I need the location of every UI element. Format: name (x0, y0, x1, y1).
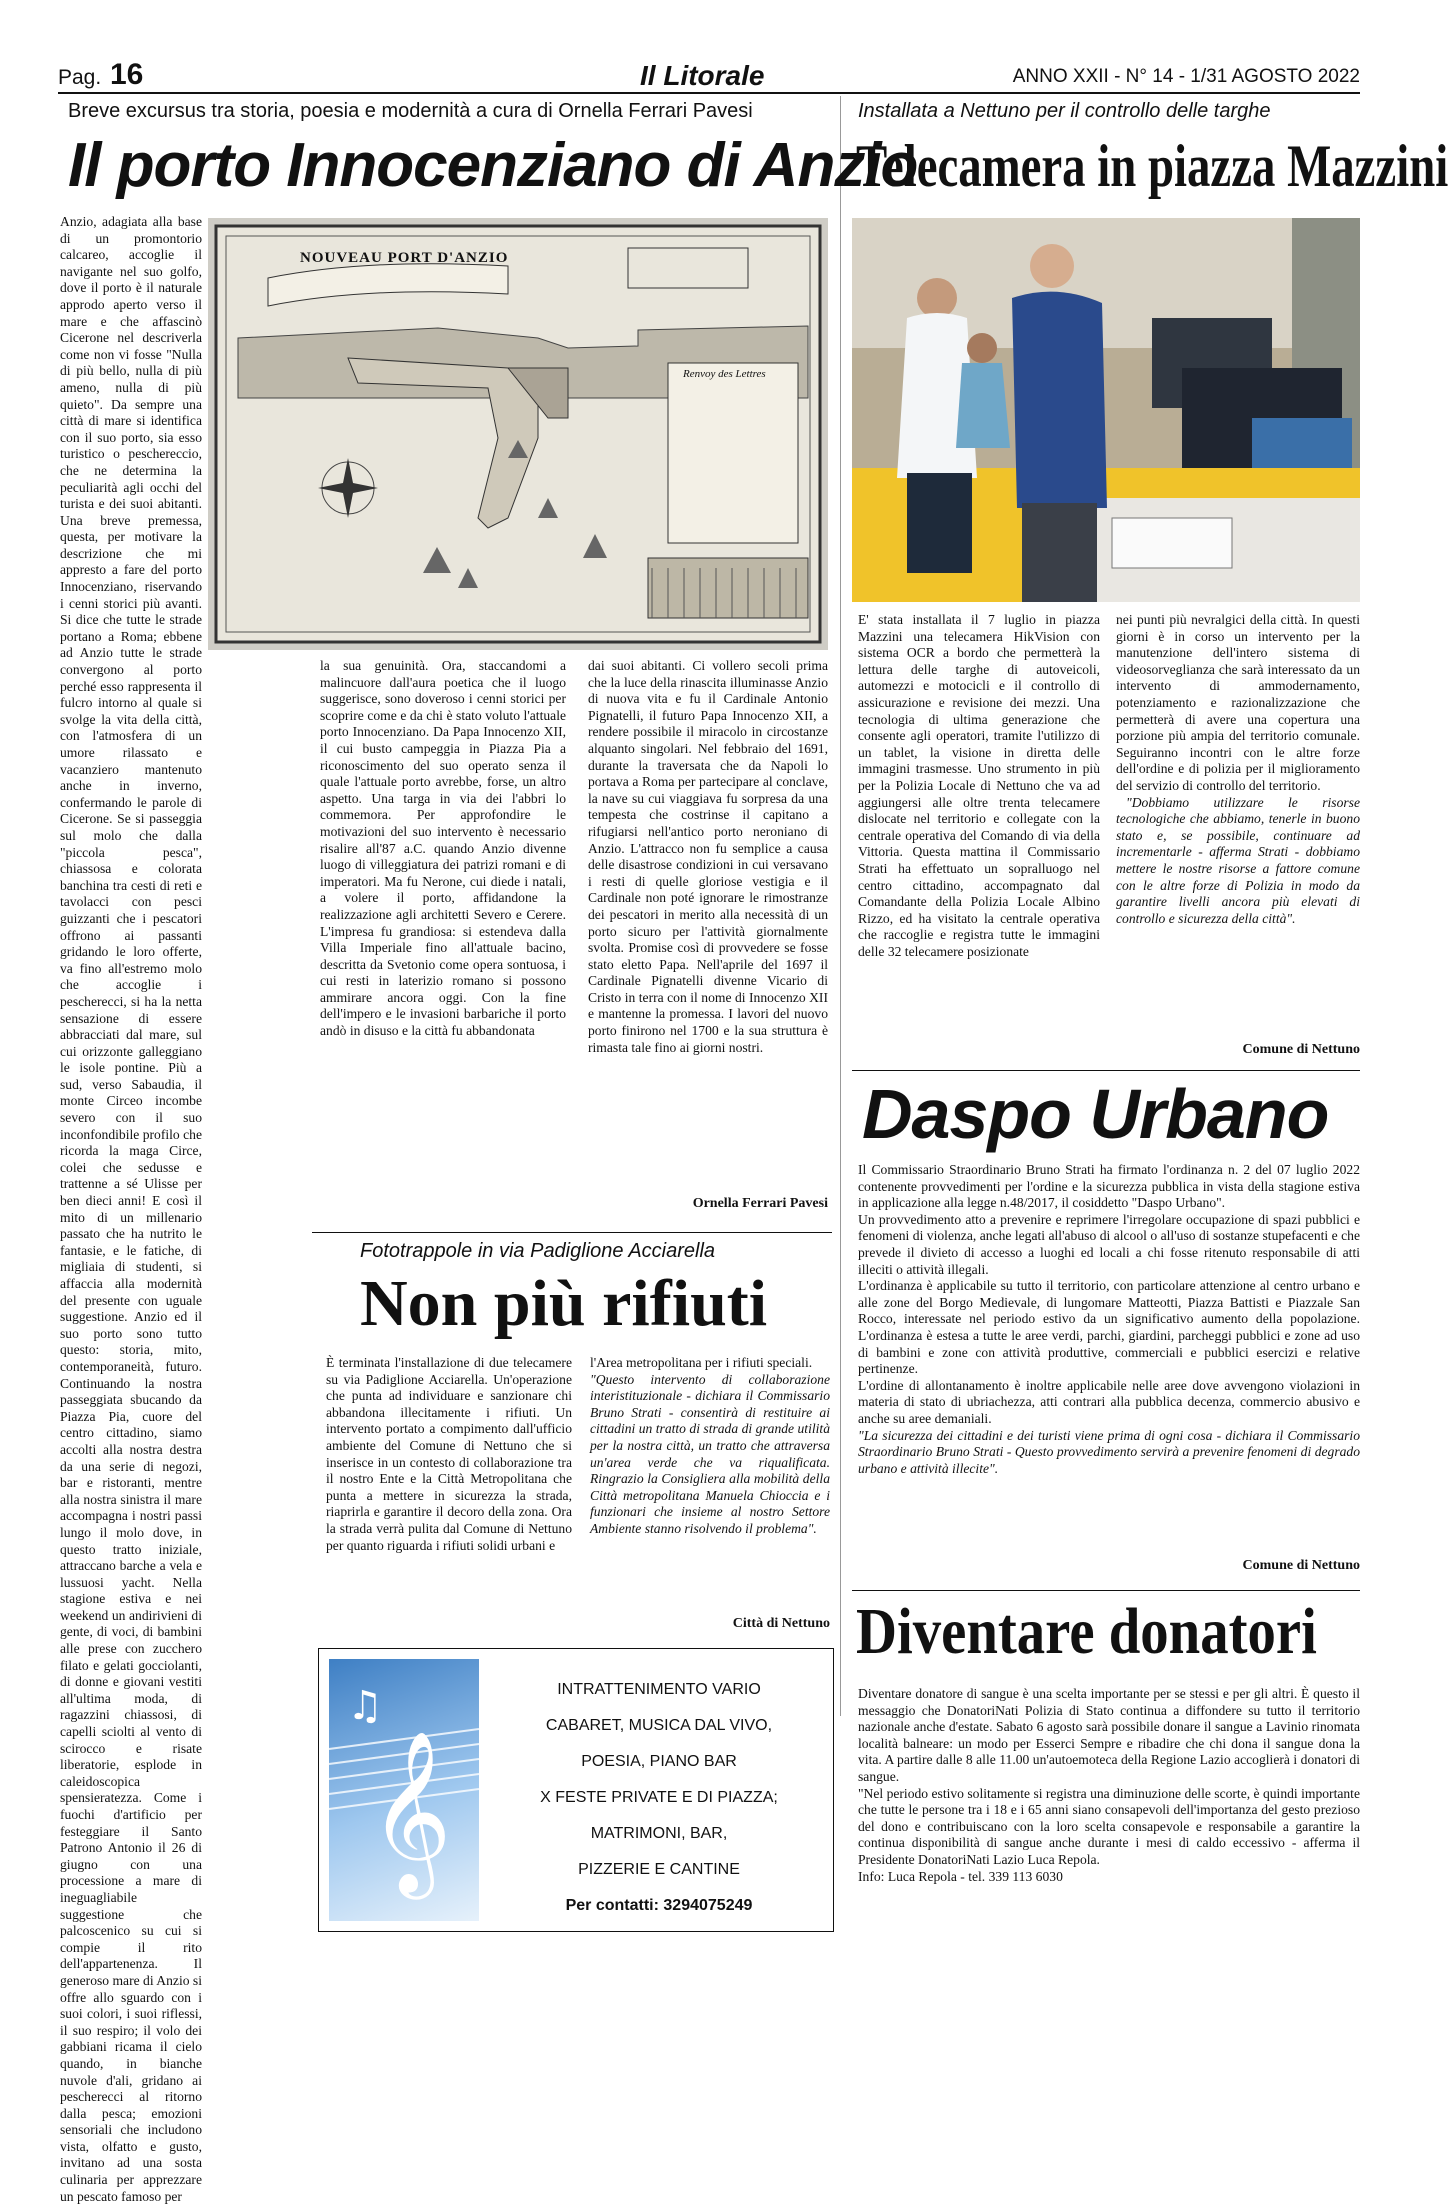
ad-box (318, 1648, 834, 1932)
ad-line-5: MATRIMONI, BAR, (590, 1825, 728, 1842)
telecamera-column-1: E' stata installata il 7 luglio in piazza Mazzini una telecamera HikVision con sistema OCR a bordo che permetterà la lettura delle targhe di autoveicoli, automezzi e motocicli e il controllo di assicurazione e revisione dei mezzi. Una tecnologia di ultima generazione che consente agli operatori, tramite l'utilizzo di un tablet, la visione in diretta delle immagini trasmesse. Uno strumento in più per la Polizia Locale di Nettuno che va ad aggiungersi alle oltre trenta telecamere dislocate nel territorio e collegate con la centrale operativa del Comando di via della Vittoria. Questa mattina il Commissario Strati ha effettuato un sopralluogo nel centro cittadino, accompagnato dal Comandante della Polizia Locale Albino Rizzo, ed ha visitato la centrale operativa che raccoglie e registra tutte le immagini delle 32 telecamere posizionate (858, 612, 1100, 959)
rifiuti-signature: Città di Nettuno (732, 1616, 830, 1631)
donatori-rule (852, 1590, 1360, 1591)
telecamera-title: Telecamera in piazza Mazzini (856, 133, 1448, 199)
page-label: Pag. (58, 66, 102, 89)
column-divider (840, 96, 841, 1716)
porto-column-1: Anzio, adagiata alla base di un promontorio calcareo, accoglie il navigante nel suo golfo, dove il porto è il naturale approdo aperto verso il mare e che affascinò Cicerone nel descriverla come non vi fosse "Nulla di più bello, nulla di più ameno, nulla di più quieto". Da sempre una città di mare si identifica con il suo porto, sia esso turistico o peschereccio, che ne determina la peculiarità agli occhi del turista e dei suoi abitanti. Una breve premessa, questa, per motivare la descrizione che mi appresto a fare del porto Innocenziano, riservando i cenni storici più avanti. Si dice che tutte le strade portano a Roma; ebbene ad Anzio tutte le strade convergono al porto perché esso rappresenta il fulcro intorno al quale si svolge la vita della città, con l'atmosfera di un umore rilassato e vacanziero mantenuto anche in inverno, confermando le parole di Cicerone. Se si passeggia sul molo che dalla "piccola pesca", chiassosa e colorata banchina tra cesti di reti e tavolacci con pesci guizzanti che i pescatori offrono ai passanti gridando le loro offerte, va fino all'estremo molo che accoglie i pescherecci, si ha la netta sensazione di essere abbracciati dal mare, sul cui orizzonte galleggiano le isole pontine. Più a sud, verso Sabaudia, il monte Circeo incombe severo con il suo inconfondibile profilo che ricorda la maga Circe, colei che sedusse e trattenne a sé Ulisse per ben dieci anni! E così il mito di un millenario passato che ha nutrito le fantasie, e le fatiche, di migliaia di studenti, si affaccia alla modernità del presente con uguale suggestione. Anzio ed il suo porto sono tutto questo: storia, mito, contemporaneità, futuro. Continuando la nostra passeggiata sbucando da Piazza Pia, cuore del centro cittadino, siamo accolti alla nostra destra da una serie di negozi, bar e ristoranti, mentre alla nostra sinistra il mare accompagna i nostri passi lungo il molo dove, in questo tratto iniziale, attraccano barche a vela e lussuosi yacht. Nella stagione estiva e nei weekend un andirivieni di gente, di voci, di bambini alle prese con zucchero filato e gelati gocciolanti, di donne e giovani vestiti all'ultima moda, di ragazzini chiassosi, di capelli sciolti al vento di scirocco e risate liberatorie, esplode in caleidoscopica spensieratezza. Come i fuochi d'artificio per festeggiare il Santo Patrono Antonio il 26 di giugno con una processione a mare di ineguagliabile suggestione che palcoscenico su cui si compie il rito dell'appartenenza. Il generoso mare di Anzio si offre allo sguardo con i suoi colori, i suoi riflessi, il suo respiro; il volo dei gabbiani ricama il cielo quando, in bianche nuvole d'ali, gridano ai pescherecci al ritorno dalla pesca; emozioni sensoriali che includono vista, olfatto e gusto, invitano ad una sosta culinaria per apprezzare un pescato famoso per (60, 214, 202, 2204)
donatori-title: Diventare donatori (856, 1595, 1317, 1668)
rifiuti-box-border-top (312, 1232, 832, 1233)
svg-text:𝄞: 𝄞 (369, 1730, 452, 1893)
donatori-body: Diventare donatore di sangue è una scelta importante per se stessi e per gli altri. È questo il messaggio che DonatoriNati Polizia di Stato continua a diffondere su tutto il territorio nazionale anche d'estate. Sabato 6 agosto sarà possibile donare il sangue a Lavinio rinomata località balneare: un modo per Esserci Sempre e ribadire che chi dona il sangue dona la vita. A partire dalle 8 alle 11.00 un'autoemoteca della Regione Lazio accoglierà i donatori di sangue. "Nel periodo estivo solitamente si registra una diminuzione delle scorte, è quindi importante che tutte le persone tra i 18 e i 65 anni siano consapevoli dell'importanza del gesto prezioso del dono e contribuiscano con la loro scelta consapevole e responsabile a garantire la continua disponibilità di sangue anche durante i mesi di caldo eccessivo - afferma il Presidente DonatoriNati Lazio Luca Repola. Info: Luca Repola - tel. 339 113 6030 (858, 1686, 1360, 1884)
issue-info: ANNO XXII - N° 14 - 1/31 AGOSTO 2022 (1012, 66, 1360, 87)
porto-title: Il porto Innocenziano di Anzio (68, 131, 918, 200)
ad-line-2: CABARET, MUSICA DAL VIVO, (545, 1717, 773, 1734)
ad-line-3: POESIA, PIANO BAR (581, 1753, 737, 1770)
ad-line-4: X FESTE PRIVATE E DI PIAZZA; (540, 1789, 778, 1806)
porto-map-image (208, 218, 828, 650)
control-room-scene (852, 218, 1360, 602)
porto-column-3: dai suoi abitanti. Ci vollero secoli prima che la luce della rinascita illuminasse Anzio di nuova vita e fu il Cardinale Antonio Pignatelli, il futuro Papa Innocenzo XII, a rendere possibile il miracolo in circostanze alquanto singolari. Nel febbraio del 1691, durante la traversata che da Napoli lo portava a Roma per partecipare al conclave, la nave su cui viaggiava fu sorpresa da una tempesta che costrinse il capitano a rifugiarsi nell'antico porto neroniano di Anzio. L'attracco non fu semplice a causa delle disastrose condizioni in cui versavano i resti di quelle gloriose vestigia e il Cardinale non poté ignorare le rimostranze dei pescatori in merito alla necessità di un porto sicuro per l'attività giornalmente svolta. Promise così di provvedere se fosse stato eletto Papa. Nell'aprile del 1697 il Cardinale Pignatelli divenne Vicario di Cristo in terra con il nome di Innocenzo XII e mantenne la promessa. I lavori del nuovo porto finirono nel 1700 e la sua struttura è rimasta tale fino ai giorni nostri. (588, 658, 828, 1055)
rifiuti-kicker: Fototrappole in via Padiglione Acciarella (360, 1240, 716, 1262)
rifiuti-column-1: È terminata l'installazione di due telecamere su via Padiglione Acciarella. Un'operazione che punta ad individuare e sanzionare chi abbandona illecitamente i rifiuti. Un intervento portato a compimento dall'ufficio ambiente del Comune di Nettuno che si inserisce in un contesto di collaborazione tra il nostro Ente e la Città Metropolitana che punta a mettere in sicurezza la strada, riaprirla e garantire il decoro della zona. Ora la strada verrà pulita dal Comune di Nettuno per quanto riguarda i rifiuti solidi urbani e (326, 1355, 572, 1553)
treble-clef-graphic (329, 1659, 479, 1921)
ad-line-6: PIZZERIE E CANTINE (578, 1861, 740, 1878)
paper-name: Il Litorale (640, 60, 765, 91)
map-legend-title: Renvoy des Lettres (683, 368, 766, 380)
porto-column-2: la sua genuinità. Ora, staccandomi a malincuore dall'aura poetica che il luogo suggerisce, sono doveroso i cenni storici per scoprire come e da chi è stato voluto l'attuale porto Innocenziano. Da Papa Innocenzo XII, il cui busto campeggia in Piazza Pia a riconoscimento del suo operato senza il quale l'attuale porto avrebbe, forse, un altro aspetto. Una targa in via dei l'abbri lo commemora. Per approfondire le motivazioni del suo intervento è necessario risalire all'87 a.C. quando Anzio divenne luogo di villeggiatura dei patrizi romani e di imperatori. Ma fu Nerone, cui diede i natali, a volere il porto, affidandone la realizzazione agli architetti Severo e Cerere. L'impresa fu grandiosa: si estendeva dalla Villa Imperiale fino all'attuale bacino, descritta da Svetonio come opera sontuosa, i cui resti in laterizio romano si possono ammirare ancora oggi. Con la fine dell'impero e le invasioni barbariche il porto andò in disuso e la città fu abbandonata (320, 658, 566, 1039)
telecamera-signature: Comune di Nettuno (1242, 1042, 1360, 1057)
music-notes-icon (329, 1659, 479, 1921)
telecamera-kicker: Installata a Nettuno per il controllo delle targhe (858, 100, 1271, 122)
masthead-rule (58, 92, 1360, 94)
rifiuti-title: Non più rifiuti (360, 1267, 768, 1340)
map-title: NOUVEAU PORT D'ANZIO (300, 250, 509, 266)
daspo-title: Daspo Urbano (862, 1075, 1329, 1153)
control-room-photo (852, 218, 1360, 602)
daspo-rule (852, 1070, 1360, 1071)
ad-line-1: INTRATTENIMENTO VARIO (557, 1681, 761, 1698)
svg-text:♫: ♫ (347, 1683, 383, 1729)
daspo-signature: Comune di Nettuno (1242, 1558, 1360, 1573)
daspo-body: Il Commissario Straordinario Bruno Strati ha firmato l'ordinanza n. 2 del 07 luglio 2022 contenente provvedimenti per l'ordine e la sicurezza pubblica in vista della stagione estiva in applicazione alla legge n.48/2017, il cosiddetto "Daspo Urbano". Un provvedimento atto a prevenire e reprimere l'irregolare occupazione di spazi pubblici e fenomeni di violenza, anche legati all'abuso di alcool o all'uso di sostanze stupefacenti e che prevede il divieto di accesso a luoghi ed locali a chi fosse ritenuto responsabile di atti illeciti o attività illegali. L'ordinanza è applicabile su tutto il territorio, con particolare attenzione al centro urbano e alle zone del Borgo Medievale, di lungomare Matteotti, Piazza Battisti e Piazzale San Rocco, interessate nel periodo estivo da un significativo aumento della popolazione. L'ordinanza è estesa a tutte le aree verdi, parchi, giardini, parcheggi pubblici e zone ad uso di bambini e zone con attività produttive, commerciali e pubblici esercizi e relative pertinenze. L'ordine di allontanamento è inoltre applicabile nelle aree dove avvengono violazioni in materia di stato di ubriachezza, atti contrari alla pubblica decenza, commercio abusivo e anche su aree demaniali. "La sicurezza dei cittadini e dei turisti viene prima di ogni cosa - dichiara il Commissario Straordinario Bruno Strati - Questo provvedimento servirà a prevenire fenomeni di degrado urbano e attività illecite". (858, 1162, 1360, 1476)
porto-signature: Ornella Ferrari Pavesi (692, 1196, 828, 1211)
ad-contact: Per contatti: 3294075249 (565, 1897, 753, 1914)
porto-kicker: Breve excursus tra storia, poesia e modernità a cura di Ornella Ferrari Pavesi (68, 100, 753, 122)
page-number: 16 (110, 58, 144, 91)
telecamera-column-2: nei punti più nevralgici della città. In questi giorni è in corso un intervento per la manutenzione dell'intero sistema di videosorveglianza che sarà interessato da un intervento di ammodernamento, potenziamento e razionalizzazione che permetterà di avere una copertura una porzione più ampia del territorio comunale. Seguiranno incontri con le altre forze dell'ordine e di polizia per il miglioramento del servizio di controllo del territorio. "Dobbiamo utilizzare le risorse tecnologiche che abbiamo, tenerle in buono stato e, se possibile, continuare ad incrementarle - afferma Strati - dobbiamo mettere le nostre risorse a fattore comune con le altre forze di Polizia in modo da garantire livelli ancora più elevati di controllo e sicurezza della città". (1116, 612, 1360, 926)
map-engraving (208, 218, 828, 650)
rifiuti-column-2: l'Area metropolitana per i rifiuti speciali. "Questo intervento di collaborazione interistituzionale - dichiara il Commissario Bruno Strati - consentirà di restituire ai cittadini un tratto di strada di grande utilità per la nostra città, un tratto che attraversa un'area verde che va riqualificata. Ringrazio la Consigliera alla mobilità della Città metropolitana Manuela Chioccia e i funzionari che insieme al nostro Settore Ambiente stanno risolvendo il problema". (590, 1355, 830, 1536)
